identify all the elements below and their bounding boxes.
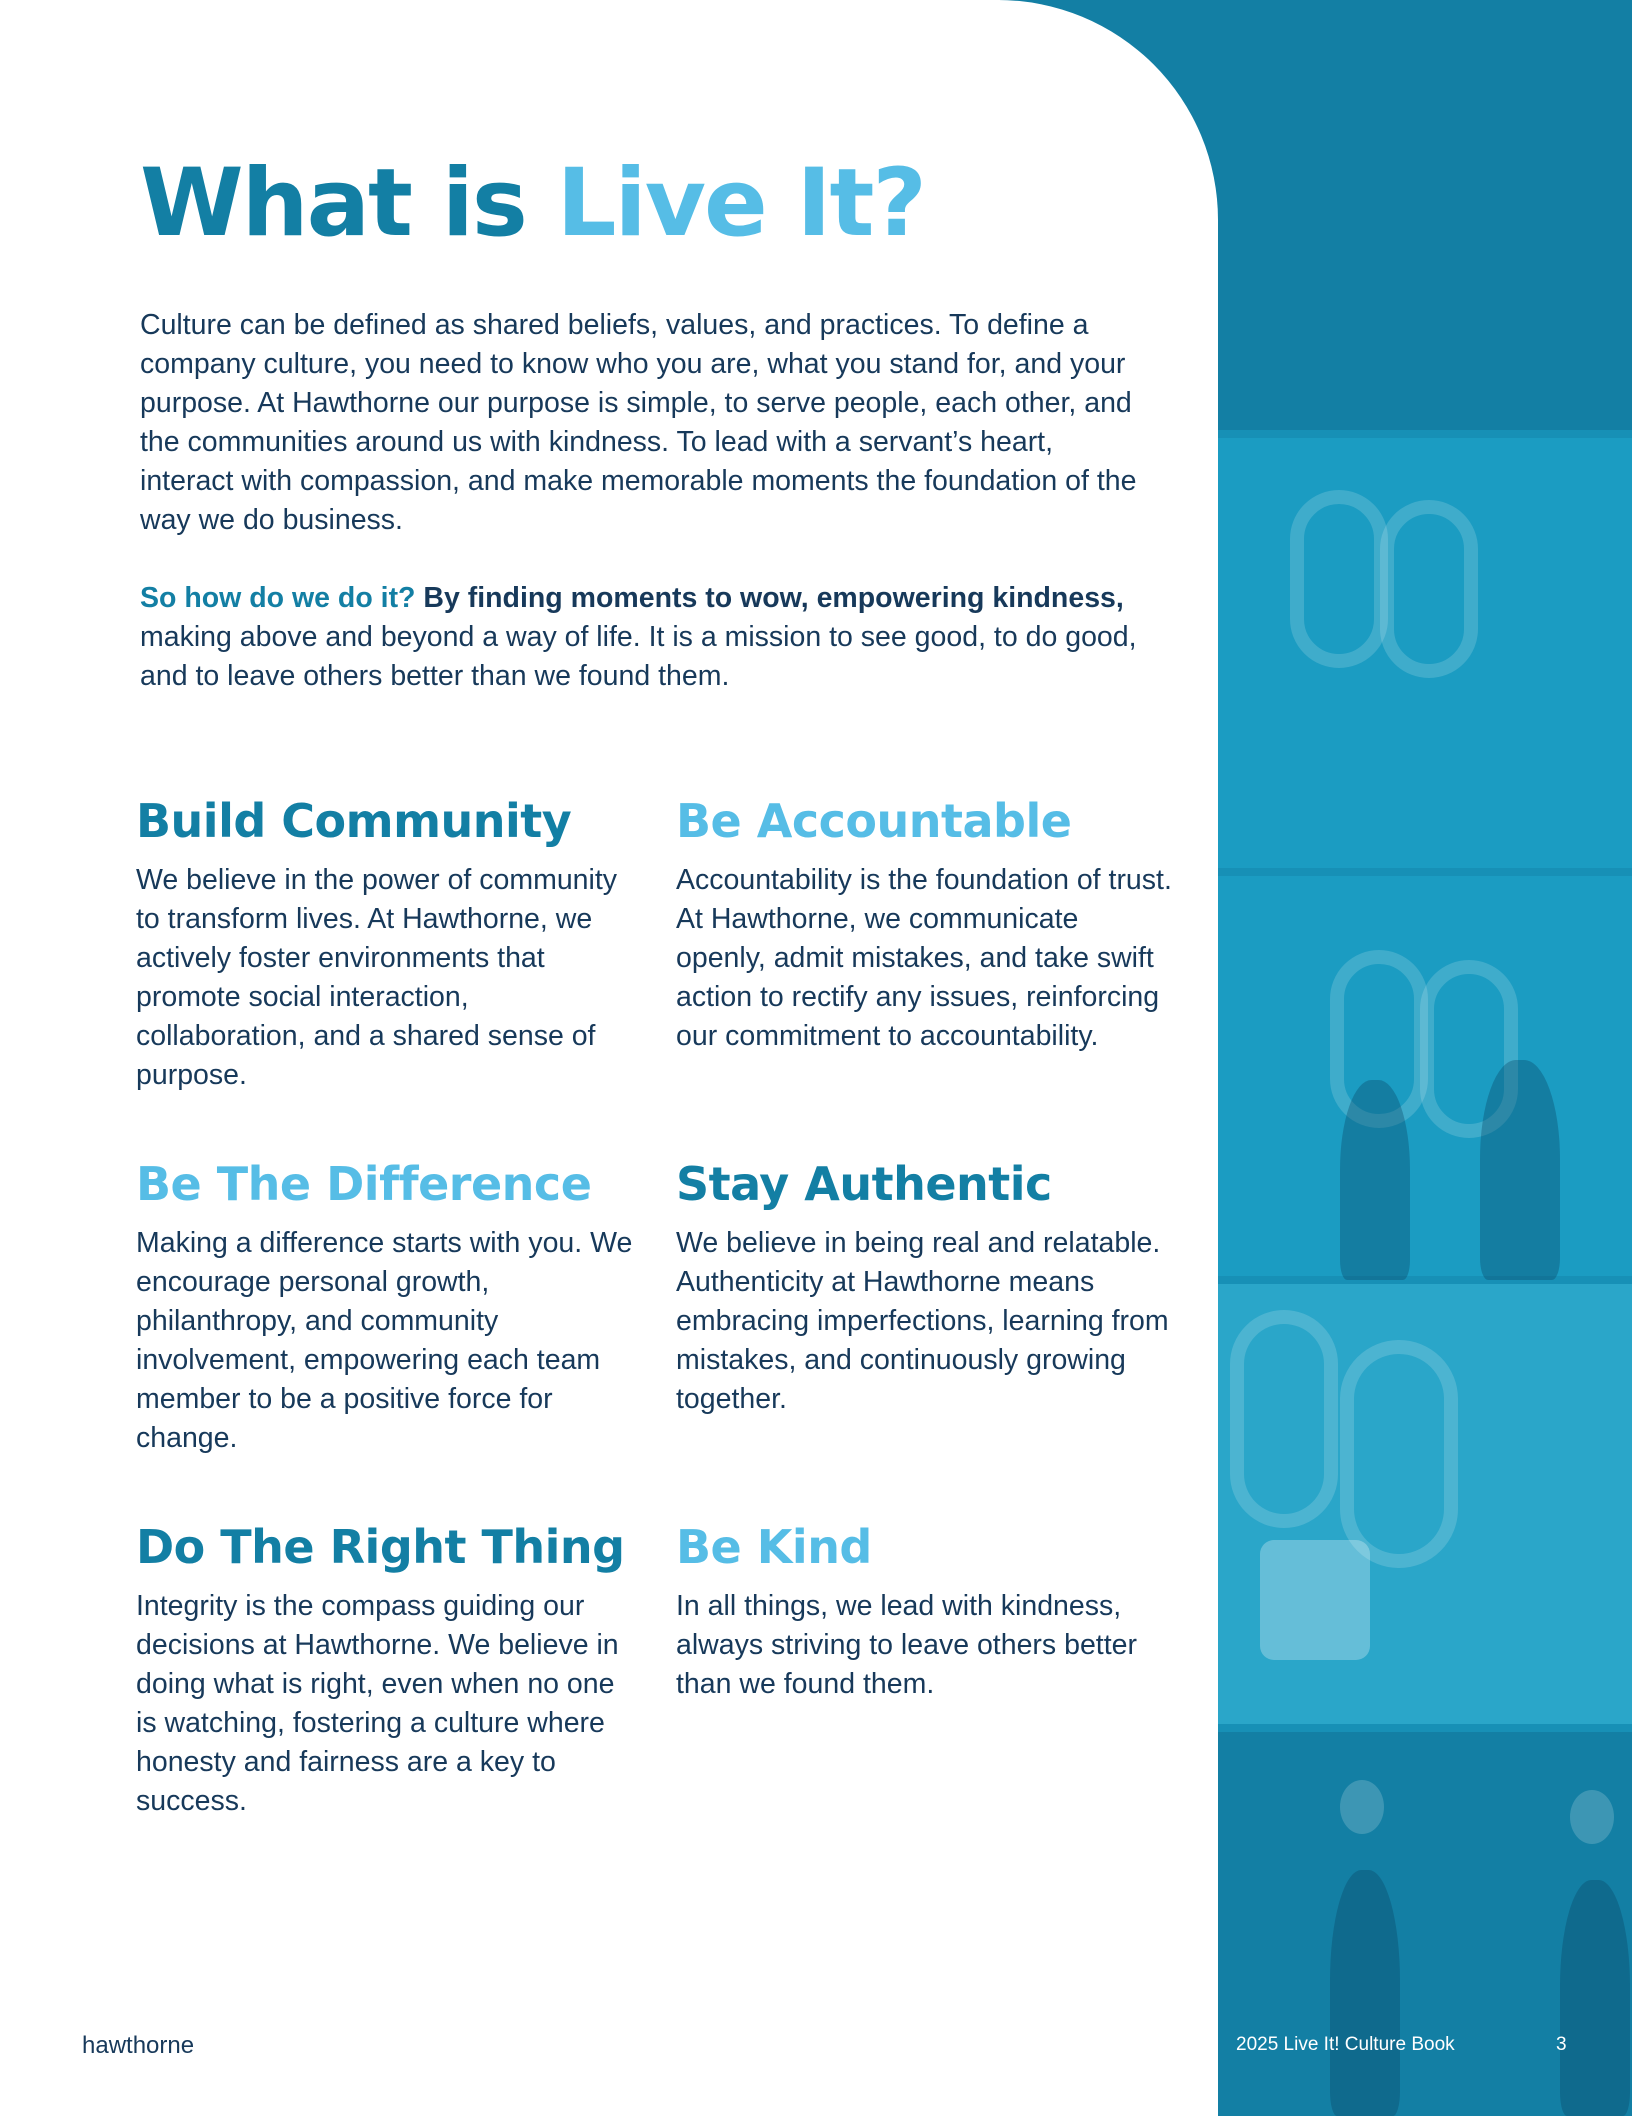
value-heading: Build Community xyxy=(136,794,572,848)
value-body: In all things, we lead with kindness, always striving to leave others better than we found them. xyxy=(676,1589,1137,1700)
balloon-shape xyxy=(1230,1310,1338,1528)
value-body: We believe in the power of community to transform lives. At Hawthorne, we actively foster environments that promote social interaction, collaboration, and a shared sense of purpose. xyxy=(136,863,618,1091)
value-heading: Be Accountable xyxy=(676,794,1072,848)
how-question: So how do we do it? xyxy=(140,582,416,614)
value-body: We believe in being real and relatable. Authenticity at Hawthorne means embracing imperfections, learning from mistakes, and continuously growing together. xyxy=(676,1226,1169,1415)
footer-brand-logo: hawthorne xyxy=(82,2032,195,2059)
footer-book-title: 2025 Live It! Culture Book xyxy=(1236,2034,1455,2055)
balloon-shape xyxy=(1380,500,1478,678)
value-heading: Be Kind xyxy=(676,1520,872,1574)
face-shape xyxy=(1340,1780,1384,1834)
pillow-shape xyxy=(1260,1540,1370,1660)
value-build-community xyxy=(136,796,636,1095)
balloon-shape xyxy=(1340,1340,1458,1568)
value-do-the-right-thing xyxy=(136,1522,636,1821)
how-paragraph xyxy=(140,579,1150,696)
value-body: Making a difference starts with you. We encourage personal growth, philanthropy, and community involvement, empowering each team member to be a positive force for change. xyxy=(136,1226,633,1454)
value-be-accountable xyxy=(676,796,1176,1056)
person-silhouette xyxy=(1560,1880,1630,2116)
value-be-the-difference xyxy=(136,1159,636,1458)
page-title xyxy=(140,150,925,258)
person-silhouette xyxy=(1340,1080,1410,1280)
value-heading: Be The Difference xyxy=(136,1157,592,1211)
value-heading: Stay Authentic xyxy=(676,1157,1052,1211)
value-body: Integrity is the compass guiding our decisions at Hawthorne. We believe in doing what is right, even when no one is watching, fostering a culture where honesty and fairness are a key to success. xyxy=(136,1589,619,1817)
value-be-kind xyxy=(676,1522,1176,1704)
title-main: What is xyxy=(140,149,526,258)
value-stay-authentic xyxy=(676,1159,1176,1419)
person-silhouette xyxy=(1480,1060,1560,1280)
footer-page-number: 3 xyxy=(1556,2034,1567,2055)
value-body: Accountability is the foundation of trust. At Hawthorne, we communicate openly, admit mistakes, and take swift action to rectify any issues, reinforcing our commitment to accountability. xyxy=(676,863,1172,1052)
how-answer-bold: By finding moments to wow, empowering kindness, xyxy=(423,582,1124,614)
face-shape xyxy=(1570,1790,1614,1844)
intro-paragraph: Culture can be defined as shared beliefs, values, and practices. To define a company culture, you need to know who you are, what you stand for, and your purpose. At Hawthorne our purpose is simple, to serve people, each other, and the communities around us with kindness. To lead with a servant’s heart, interact with compassion, and make memorable moments the foundation of the way we do business. xyxy=(140,309,1137,536)
balloon-shape xyxy=(1290,490,1388,668)
title-accent: Live It? xyxy=(556,149,925,258)
value-heading: Do The Right Thing xyxy=(136,1520,625,1574)
person-silhouette xyxy=(1330,1870,1400,2116)
how-answer-rest: making above and beyond a way of life. It is a mission to see good, to do good, and to leave others better than we found them. xyxy=(140,621,1137,692)
